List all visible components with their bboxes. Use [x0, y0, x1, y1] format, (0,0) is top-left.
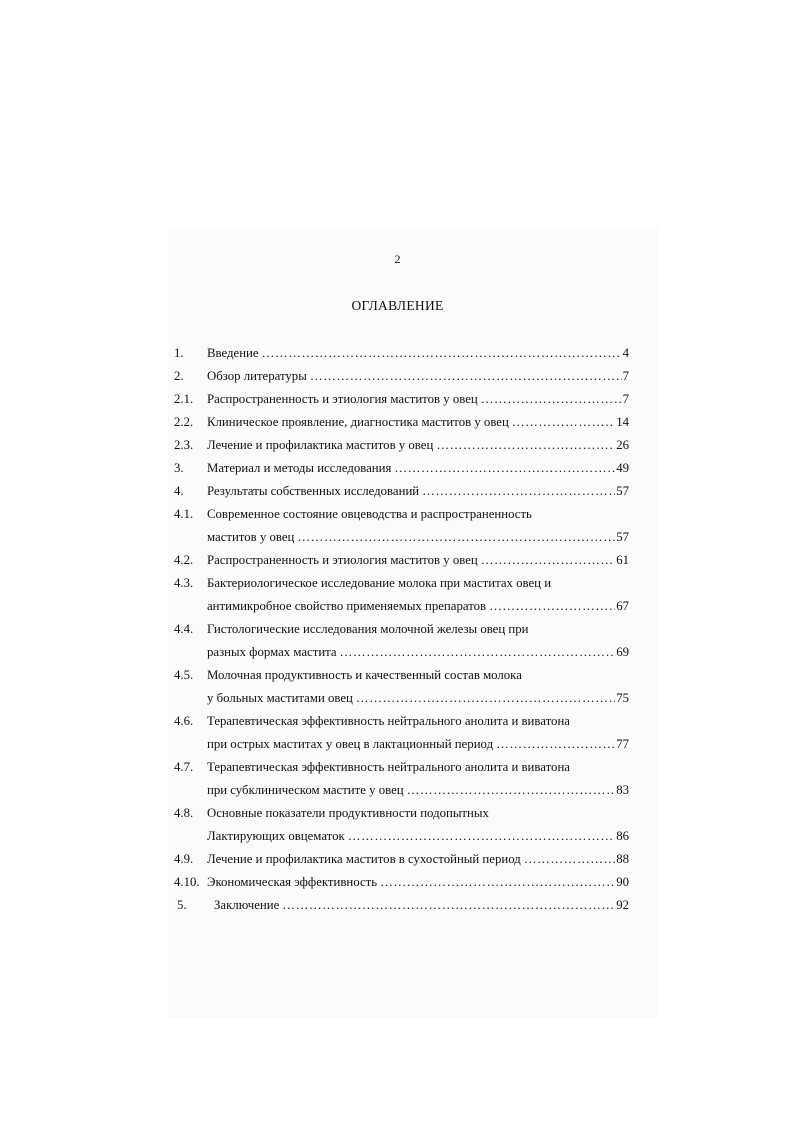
toc-title-continued: маститов у овец [207, 530, 295, 544]
toc-page: 57 [616, 530, 629, 544]
toc-title-continued: при острых маститах у овец в лактационный период [207, 737, 494, 751]
toc-number: 4.5. [174, 668, 194, 682]
toc-title: Терапевтическая эффективность нейтрального анолита и виватона [207, 760, 570, 774]
toc-page: 75 [616, 691, 629, 705]
toc-number: 4.4. [174, 622, 194, 636]
toc-title: Обзор литературы [207, 369, 307, 383]
toc-number: 4.6. [174, 714, 194, 728]
toc-entry[interactable] [207, 598, 629, 614]
toc-number: 4.8. [174, 806, 194, 820]
dot-leader [481, 552, 615, 568]
toc-title-continued: Лактирующих овцематок [207, 829, 345, 843]
toc-title: Основные показатели продуктивности подопытных [207, 806, 489, 820]
toc-entry[interactable] [207, 736, 629, 752]
toc-number: 3. [174, 461, 184, 475]
dot-leader [297, 529, 615, 545]
toc-title: Молочная продуктивность и качественный состав молока [207, 668, 522, 682]
dot-leader [524, 851, 615, 867]
toc-page: 83 [616, 783, 629, 797]
toc-page: 26 [616, 438, 629, 452]
toc-page: 69 [616, 645, 629, 659]
toc-title: Лечение и профилактика маститов в сухостойный период [207, 852, 521, 866]
dot-leader [407, 782, 616, 798]
dot-leader [422, 483, 615, 499]
toc-title: Заключение [214, 898, 280, 912]
toc-title-continued: у больных маститами овец [207, 691, 353, 705]
toc-entry-first-line[interactable] [207, 805, 629, 821]
toc-entry-first-line[interactable] [207, 713, 629, 729]
toc-page: 92 [616, 898, 629, 912]
toc-entry-first-line[interactable] [207, 506, 629, 522]
toc-entry[interactable] [207, 368, 629, 384]
toc-page: 49 [616, 461, 629, 475]
toc-page: 4 [622, 346, 629, 360]
toc-title: Бактериологическое исследование молока при маститах овец и [207, 576, 552, 590]
toc-entry[interactable] [207, 782, 629, 798]
dot-leader [489, 598, 615, 614]
toc-number: 4.10. [174, 875, 200, 889]
dot-leader [380, 874, 615, 890]
toc-number: 4.3. [174, 576, 194, 590]
toc-title: Распространенность и этиология маститов у овец [207, 553, 478, 567]
toc-entry[interactable] [207, 414, 629, 430]
toc-number: 2.3. [174, 438, 194, 452]
toc-title: Современное состояние овцеводства и распространенность [207, 507, 532, 521]
toc-entry[interactable] [207, 851, 629, 867]
toc-entry-first-line[interactable] [207, 667, 629, 683]
toc-page: 14 [616, 415, 629, 429]
toc-entry[interactable] [207, 391, 629, 407]
dot-leader [282, 897, 615, 913]
toc-page: 61 [616, 553, 629, 567]
toc-entry-first-line[interactable] [207, 759, 629, 775]
toc-entry[interactable] [207, 483, 629, 499]
toc-title: Лечение и профилактика маститов у овец [207, 438, 434, 452]
toc-number: 4.9. [174, 852, 194, 866]
toc-page: 88 [616, 852, 629, 866]
toc-entry[interactable] [207, 460, 629, 476]
toc-title: Экономическая эффективность [207, 875, 378, 889]
toc-entry[interactable] [214, 897, 629, 913]
dot-leader [512, 414, 615, 430]
toc-page: 90 [616, 875, 629, 889]
toc-title: Клиническое проявление, диагностика маститов у овец [207, 415, 509, 429]
toc-entry[interactable] [207, 345, 629, 361]
toc-number: 1. [174, 346, 184, 360]
toc-entry[interactable] [207, 644, 629, 660]
dot-leader [262, 345, 622, 361]
toc-number: 4. [174, 484, 184, 498]
toc-title: Терапевтическая эффективность нейтрального анолита и виватона [207, 714, 570, 728]
toc-entry[interactable] [207, 828, 629, 844]
toc-number: 2. [174, 369, 184, 383]
toc-page: 57 [616, 484, 629, 498]
toc-page: 7 [622, 369, 629, 383]
toc-number: 4.7. [174, 760, 194, 774]
dot-leader [310, 368, 622, 384]
toc-entry-first-line[interactable] [207, 575, 629, 591]
dot-leader [481, 391, 622, 407]
toc-page: 7 [622, 392, 629, 406]
toc-number: 4.2. [174, 553, 194, 567]
toc-entry[interactable] [207, 529, 629, 545]
toc-entry[interactable] [207, 874, 629, 890]
toc-entry-first-line[interactable] [207, 621, 629, 637]
toc-title-continued: при субклиническом мастите у овец [207, 783, 404, 797]
toc-number: 2.1. [174, 392, 194, 406]
toc-title-continued: антимикробное свойство применяемых препаратов [207, 599, 487, 613]
toc-entry[interactable] [207, 690, 629, 706]
dot-leader [356, 690, 615, 706]
page-title: ОГЛАВЛЕНИЕ [351, 298, 444, 313]
toc-number: 2.2. [174, 415, 194, 429]
toc-page: 67 [616, 599, 629, 613]
toc-page: 86 [616, 829, 629, 843]
toc-entry[interactable] [207, 437, 629, 453]
toc-number: 5. [177, 898, 187, 912]
dot-leader [436, 437, 615, 453]
dot-leader [348, 828, 615, 844]
toc-title: Гистологические исследования молочной железы овец при [207, 622, 529, 636]
toc-title-continued: разных формах мастита [207, 645, 337, 659]
toc-entry[interactable] [207, 552, 629, 568]
toc-title: Материал и методы исследования [207, 461, 392, 475]
dot-leader [340, 644, 616, 660]
dot-leader [496, 736, 615, 752]
dot-leader [394, 460, 615, 476]
toc-title: Распространенность и этиология маститов у овец [207, 392, 478, 406]
toc-title: Введение [207, 346, 259, 360]
page-number: 2 [394, 252, 401, 266]
toc-title: Результаты собственных исследований [207, 484, 420, 498]
toc-number: 4.1. [174, 507, 194, 521]
toc-page: 77 [616, 737, 629, 751]
